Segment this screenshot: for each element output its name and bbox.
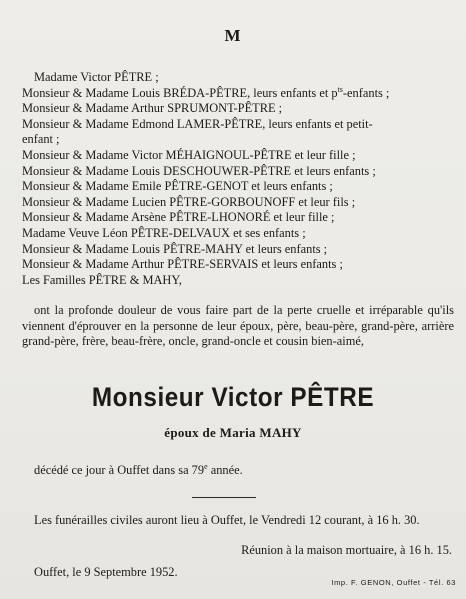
mourner-line: Monsieur & Madame Louis DESCHOUWER-PÊTRE et leurs enfants ; (22, 163, 376, 178)
mourner-line: Monsieur & Madame Louis PÊTRE-MAHY et leurs enfants ; (22, 241, 328, 256)
reunion-line: Réunion à la maison mortuaire, à 16 h. 15. (241, 543, 452, 557)
superscript: ts (337, 84, 343, 94)
mourner-line: Monsieur & Madame Arthur PÊTRE-SERVAIS et leurs enfants ; (22, 257, 343, 272)
header-initial: M (224, 26, 242, 45)
mourner-line: Monsieur & Madame Louis BRÉDA-PÊTRE, leurs enfants et $p^{ts}$-enfants ; (22, 84, 390, 100)
mourner-line: Madame Veuve Léon PÊTRE-DELVAUX et ses enfants ; (22, 225, 306, 240)
mourners-list (22, 70, 454, 288)
mourner-line: Monsieur & Madame Emile PÊTRE-GENOT et leurs enfants ; (22, 179, 333, 194)
spouse-line: époux de Maria MAHY (164, 425, 302, 440)
mourner-line: Monsieur & Madame Arthur SPRUMONT-PÊTRE ; (22, 101, 283, 116)
mourner-line: Les Familles PÊTRE & MAHY, (22, 272, 182, 287)
mourner-line: Monsieur & Madame Arsène PÊTRE-LHONORÉ et leur fille ; (22, 210, 335, 225)
printer-credit: Imp. F. GENON, Ouffet - Tél. 63 (331, 578, 456, 587)
mourner-line: Monsieur & Madame Edmond LAMER-PÊTRE, leurs enfants et petit- (22, 116, 373, 131)
announcement-paragraph (22, 303, 454, 350)
mourner-line: Madame Victor PÊTRE ; (34, 70, 159, 84)
mourner-line: Monsieur & Madame Lucien PÊTRE-GORBOUNOFF et leur fils ; (22, 194, 356, 209)
mourner-line: Monsieur & Madame Victor MÉHAIGNOUL-PÊTRE et leur fille ; (22, 147, 356, 162)
death-line: décédé ce jour à Ouffet dans sa 79e année. (34, 461, 243, 477)
divider-rule (192, 497, 256, 498)
announcement-rest: qu'ils viennent d'éprouver en la personne de leur époux, père, beau-père, grand-père, arrière grand-père, frère, beau-frère, oncle, grand-oncle et cousin bien-aimé, (22, 303, 454, 349)
funeral-paragraph: Les funérailles civiles auront lieu à Ouffet, le Vendredi 12 courant, à 16 h. 30. (34, 513, 420, 527)
superscript: e (204, 461, 208, 471)
announcement-first: ont la profonde douleur de vous faire part de la perte cruelle et irréparable (34, 303, 423, 317)
deceased-name: Monsieur Victor PÊTRE (91, 382, 375, 412)
place-date: Ouffet, le 9 Septembre 1952. (34, 565, 178, 579)
mourner-line: enfant ; (22, 132, 60, 147)
